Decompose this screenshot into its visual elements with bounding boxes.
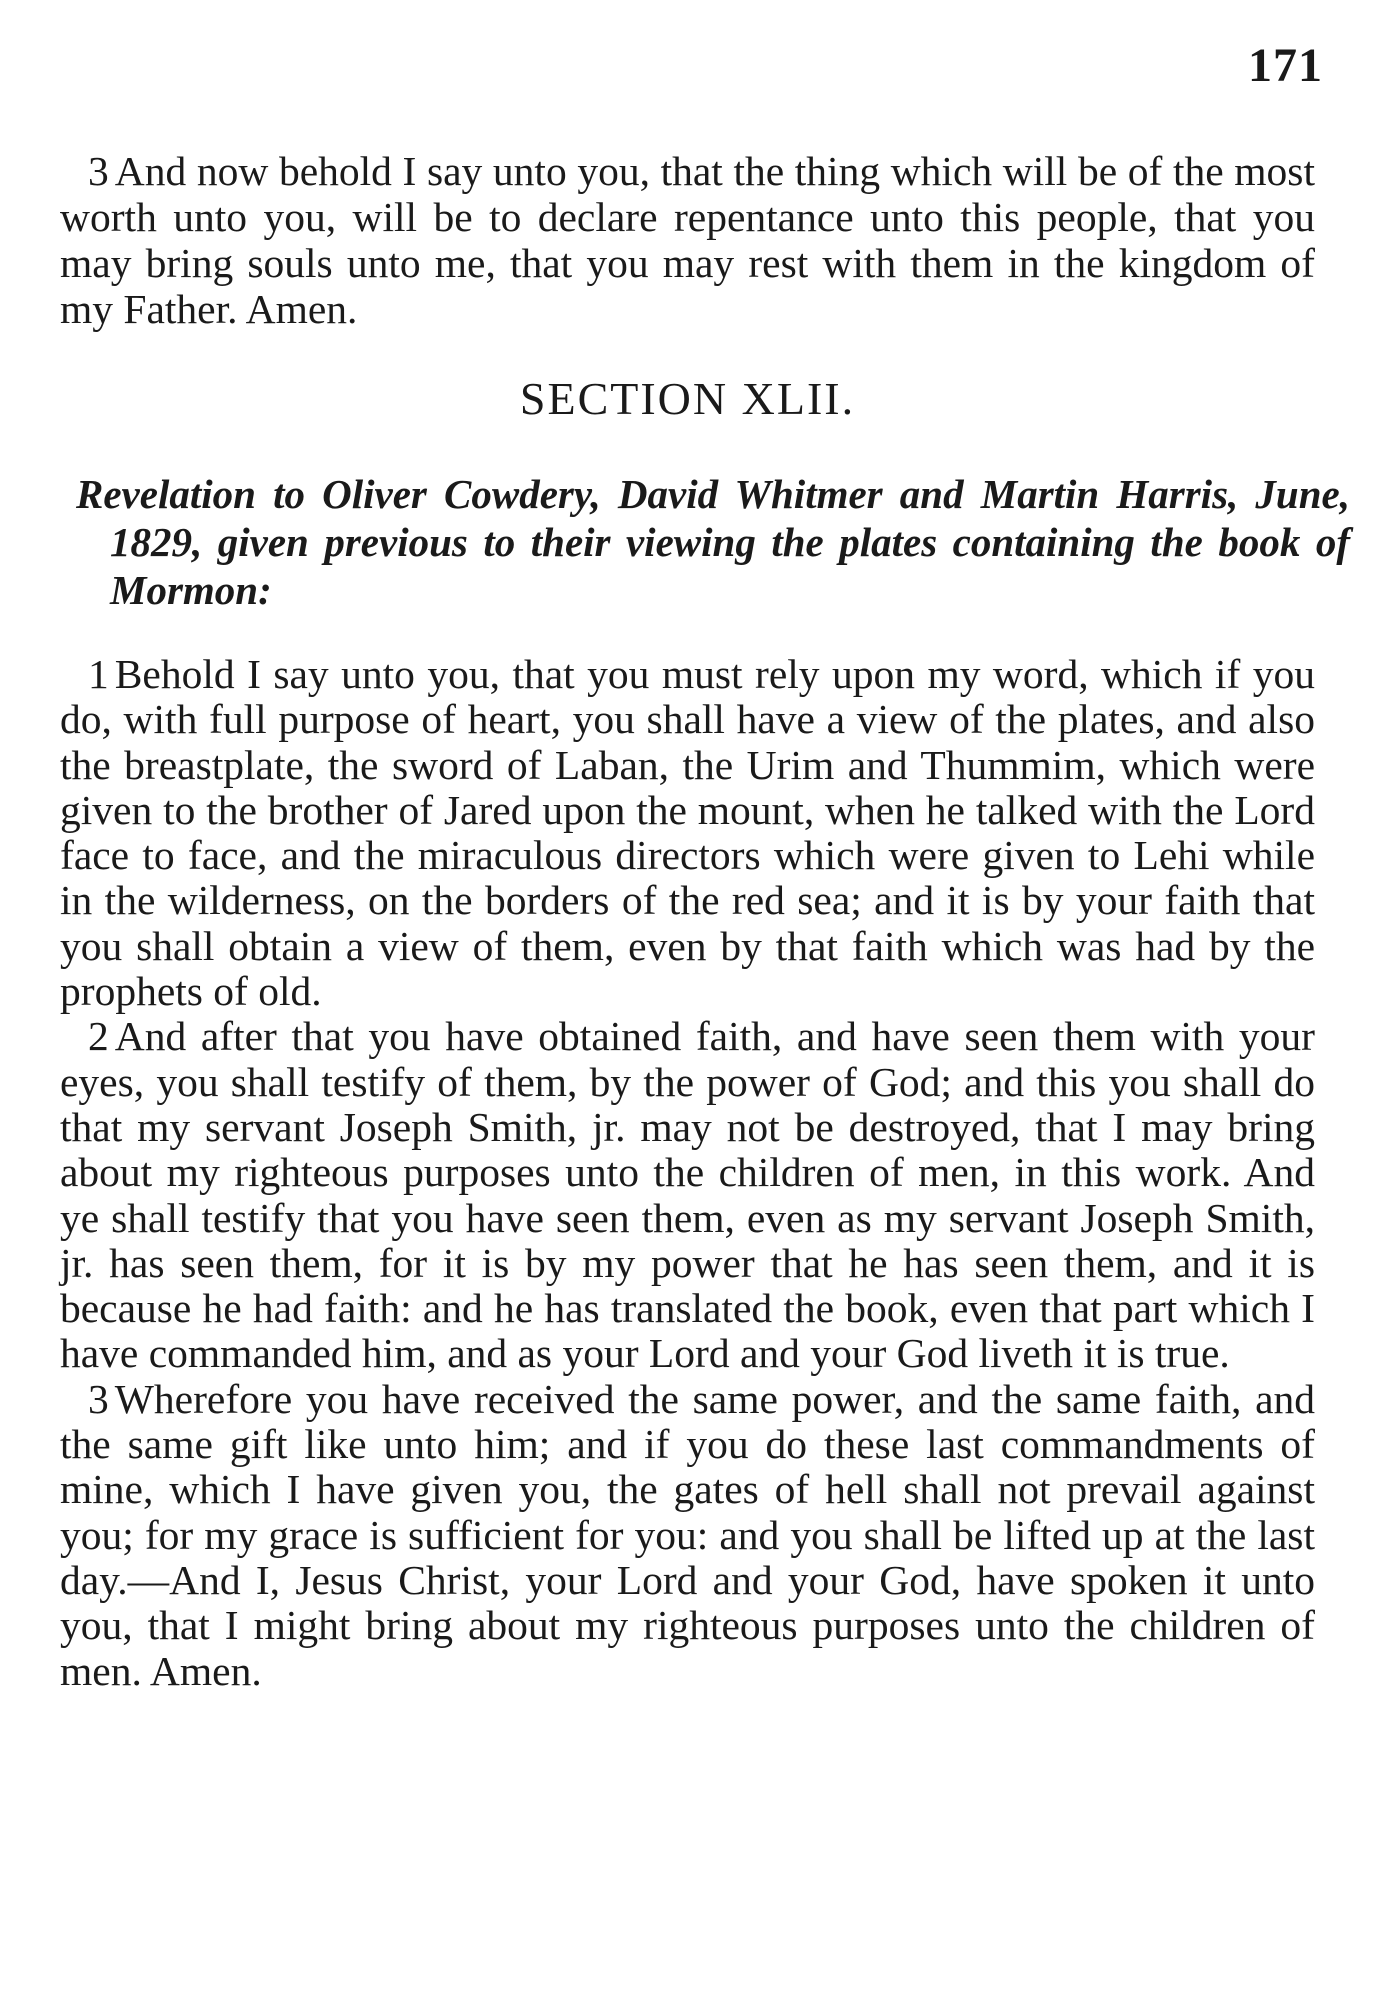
verse-number: 2 — [88, 1013, 109, 1060]
verse-text: And now behold I say unto you, that the thing which will be of the most worth unto you, will be to declare repentance unto this people, that you may bring souls unto me, that you may rest with them in the kingdom of my Father. Amen. — [60, 148, 1315, 332]
verse-number: 3 — [88, 148, 109, 194]
page-number: 171 — [1248, 39, 1323, 92]
verse — [60, 148, 1315, 332]
section-heading: SECTION XLII. — [519, 373, 856, 424]
verse-number: 1 — [88, 651, 109, 697]
verse-text: And after that you have obtained faith, and have seen them with your eyes, you shall testify of them, by the power of God; and this you shall do that my servant Joseph Smith, jr. may not be destroyed, that I may bring about my righteous purposes unto the children of men, in this work. And ye shall testify that you have seen them, even as my servant Joseph Smith, jr. has seen them, for it is by my power that he has seen them, and it is because he had faith: and he has translated the book, even that part which I have commanded him, and as your Lord and your God liveth it is true. — [60, 1013, 1315, 1377]
section-intro: Revelation to Oliver Cowdery, David Whitmer and Martin Harris, June, 1829, given previous to their viewing the plates containing the book of Mormon: — [76, 471, 1350, 613]
verse-number: 3 — [88, 1375, 109, 1422]
previous-section-verse — [60, 148, 1315, 332]
section-verses — [60, 652, 1315, 1694]
verse — [60, 652, 1315, 1014]
verse-text: Wherefore you have received the same power, and the same faith, and the same gift like unto him; and if you do these last commandments of mine, which I have given you, the gates of hell shall not prevail against you; for my grace is sufficient for you: and you shall be lifted up at the last day.—And I, Jesus Christ, your Lord and your God, have spoken it unto you, that I might bring about my righteous purposes unto the children of men. Amen. — [60, 1375, 1315, 1694]
verse-text: Behold I say unto you, that you must rely upon my word, which if you do, with full purpose of heart, you shall have a view of the plates, and also the breastplate, the sword of Laban, the Urim and Thummim, which were given to the brother of Jared upon the mount, when he talked with the Lord face to face, and the miraculous directors which were given to Lehi while in the wilderness, on the borders of the red sea; and it is by your faith that you shall obtain a view of them, even by that faith which was had by the prophets of old. — [60, 651, 1315, 1015]
verse — [60, 1377, 1315, 1694]
verse — [60, 1014, 1315, 1376]
